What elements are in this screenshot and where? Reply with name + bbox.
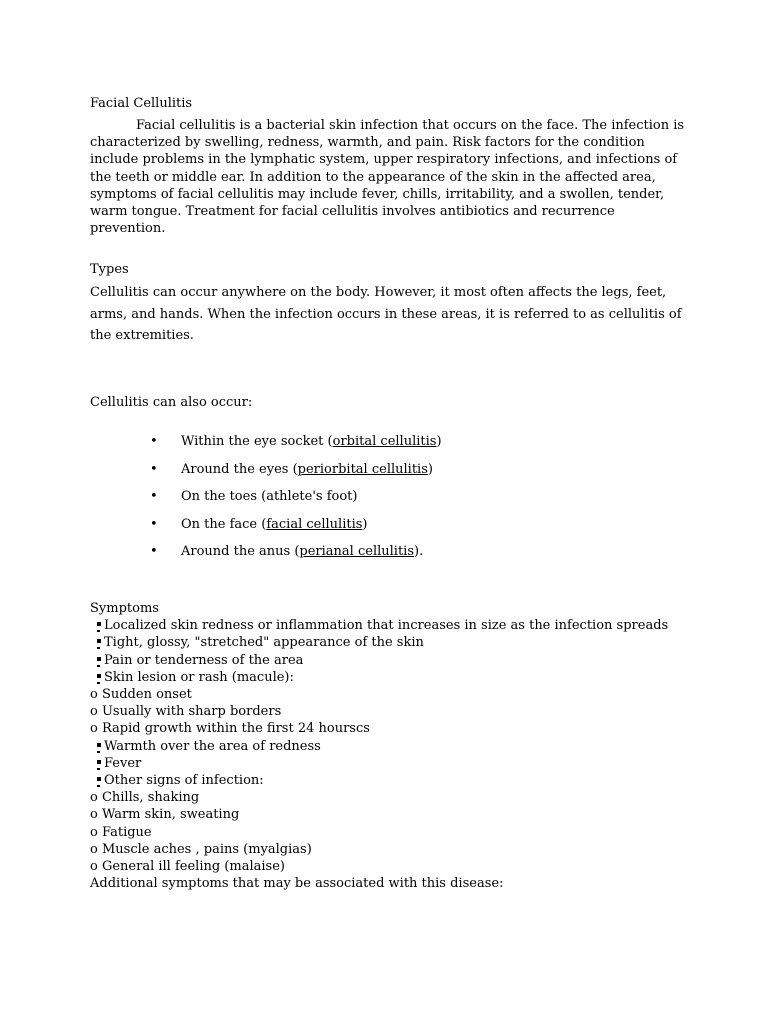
symptom-subline: o Chills, shaking [90, 790, 200, 806]
symptom-line: Warmth over the area of redness [90, 738, 690, 755]
symptom-subline: o Sudden onset [90, 687, 192, 703]
list-item-text: On the face (facial cellulitis) [181, 516, 368, 532]
square-bullet-icon [97, 760, 101, 764]
symptom-subline: o Warm skin, sweating [90, 807, 240, 823]
symptom-line: Other signs of infection: [90, 772, 690, 789]
symptom-subline: o Rapid growth within the first 24 hourscs [90, 721, 370, 737]
square-bullet-icon [97, 639, 101, 643]
symptom-subline: o Fatigue [90, 824, 152, 840]
symptom-line: Pain or tenderness of the area [90, 652, 690, 669]
square-bullet-icon [97, 622, 101, 626]
facial-cellulitis-link[interactable]: facial cellulitis [266, 516, 363, 532]
list-item-text: Within the eye socket (orbital cellulitis) [181, 434, 442, 449]
list-item-text: On the toes (athlete's foot) [181, 489, 358, 504]
document-title: Facial Cellulitis [90, 96, 193, 111]
bullet-icon: • [150, 489, 158, 504]
additional-symptoms-line: Additional symptoms that may be associated with this disease: [90, 876, 504, 892]
symptom-line: Localized skin redness or inflammation that increases in size as the infection spreads [90, 617, 690, 634]
symptom-line: Fever [90, 755, 690, 772]
intro-paragraph: Facial cellulitis is a bacterial skin infection that occurs on the face. The infection is characterized by swelling, redness, warmth, and pain. Risk factors for the condition include problems in the lymphatic system, upper respiratory infections, and infections of the teeth or middle ear. In addition to the appearance of the skin in the affected area, symptoms of facial cellulitis may include fever, chills, irritability, and a swollen, tender, warm tongue. Treatment for facial cellulitis involves antibiotics and recurrence prevention. [90, 118, 685, 237]
list-item-text: Around the anus (perianal cellulitis). [181, 544, 424, 559]
symptom-line: Skin lesion or rash (macule): [90, 669, 690, 686]
square-bullet-icon [97, 777, 101, 781]
square-bullet-icon [97, 743, 101, 747]
types-heading: Types [90, 262, 129, 277]
orbital-cellulitis-link[interactable]: orbital cellulitis [332, 434, 437, 449]
bullet-icon: • [150, 434, 158, 449]
symptom-line: Tight, glossy, "stretched" appearance of the skin [90, 634, 690, 651]
square-bullet-icon [97, 657, 101, 661]
periorbital-cellulitis-link[interactable]: periorbital cellulitis [297, 461, 428, 477]
symptoms-heading: Symptoms [90, 601, 159, 616]
symptom-subline: o Usually with sharp borders [90, 704, 282, 720]
perianal-cellulitis-link[interactable]: perianal cellulitis [299, 544, 415, 559]
symptoms-section [90, 600, 690, 892]
types-paragraph: Cellulitis can occur anywhere on the body. However, it most often affects the legs, feet, arms, and hands. When the infection occurs in these areas, it is referred to as cellulitis of the extremities. [90, 285, 682, 343]
symptom-subline: o Muscle aches , pains (myalgias) [90, 841, 312, 857]
also-occur-intro: Cellulitis can also occur: [90, 395, 253, 410]
list-item-text: Around the eyes (periorbital cellulitis) [181, 461, 433, 477]
symptom-subline: o General ill feeling (malaise) [90, 859, 285, 875]
bullet-icon: • [150, 461, 158, 477]
bullet-icon: • [150, 516, 158, 532]
bullet-icon: • [150, 544, 158, 559]
square-bullet-icon [97, 674, 101, 678]
